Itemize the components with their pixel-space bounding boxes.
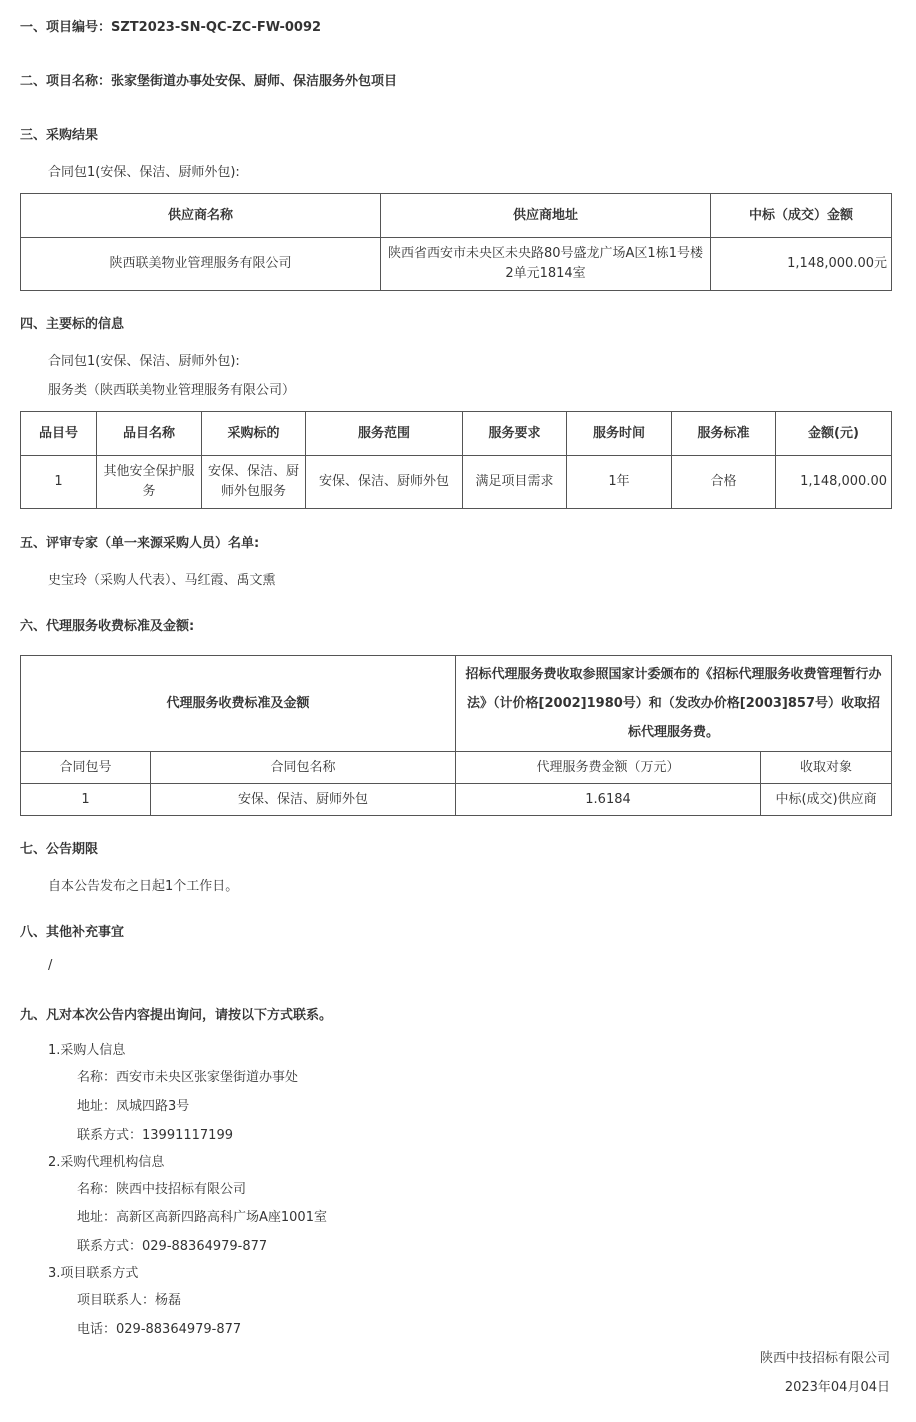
header-service-time: 服务时间 xyxy=(567,412,672,456)
header-service-requirement: 服务要求 xyxy=(463,412,567,456)
header-service-scope: 服务范围 xyxy=(306,412,463,456)
fee-standard-description: 招标代理服务费收取参照国家计委颁布的《招标代理服务收费管理暂行办法》（计价格[2002]1980号）和（发改办价格[2003]857号）收取招标代理服务费。 xyxy=(456,656,892,752)
item-service-requirement: 满足项目需求 xyxy=(463,456,567,509)
header-amount: 金额(元) xyxy=(776,412,892,456)
header-service-standard: 服务标准 xyxy=(672,412,776,456)
header-fee-target: 收取对象 xyxy=(761,752,892,784)
project-number-value: SZT2023-SN-QC-ZC-FW-0092 xyxy=(111,20,322,35)
header-package-name: 合同包名称 xyxy=(151,752,456,784)
project-name-label: 二、项目名称： xyxy=(20,74,112,89)
buyer-info-title: 1.采购人信息 xyxy=(48,1043,126,1058)
header-package-no: 合同包号 xyxy=(21,752,151,784)
buyer-phone: 联系方式：13991117199 xyxy=(77,1128,233,1143)
expert-names: 史宝玲（采购人代表）、马红霞、禹文熏 xyxy=(48,573,276,588)
footer-date: 2023年04月04日 xyxy=(784,1380,890,1395)
section-9-heading: 九、凡对本次公告内容提出询问，请按以下方式联系。 xyxy=(20,1008,333,1023)
project-number xyxy=(20,16,321,35)
agency-fee-table xyxy=(20,655,892,816)
header-item-no: 品目号 xyxy=(21,412,97,456)
project-number-label: 一、项目编号： xyxy=(20,20,112,35)
agent-info-title: 2.采购代理机构信息 xyxy=(48,1155,165,1170)
section-5-heading: 五、评审专家（单一来源采购人员）名单: xyxy=(20,536,260,551)
item-service-standard: 合格 xyxy=(672,456,776,509)
agent-phone: 联系方式：029-88364979-877 xyxy=(77,1239,268,1254)
section-8-heading: 八、其他补充事宜 xyxy=(20,925,125,940)
supplementary-text: / xyxy=(48,958,53,973)
header-item-name: 品目名称 xyxy=(97,412,202,456)
fee-target: 中标(成交)供应商 xyxy=(761,784,892,816)
announcement-period: 自本公告发布之日起1个工作日。 xyxy=(48,879,239,894)
item-service-scope: 安保、保洁、厨师外包 xyxy=(306,456,463,509)
section-3-heading: 三、采购结果 xyxy=(20,128,99,143)
s4-package-label: 合同包1(安保、保洁、厨师外包): xyxy=(48,354,240,369)
buyer-name: 名称：西安市未央区张家堡街道办事处 xyxy=(77,1070,299,1085)
item-no: 1 xyxy=(21,456,97,509)
package-no: 1 xyxy=(21,784,151,816)
s3-package-label: 合同包1(安保、保洁、厨师外包): xyxy=(48,165,240,180)
item-subject: 安保、保洁、厨师外包服务 xyxy=(202,456,306,509)
header-fee-amount: 代理服务费金额（万元） xyxy=(456,752,761,784)
contact-person: 项目联系人：杨磊 xyxy=(77,1293,182,1308)
section-6-heading: 六、代理服务收费标准及金额: xyxy=(20,619,195,634)
fee-amount: 1.6184 xyxy=(456,784,761,816)
header-subject: 采购标的 xyxy=(202,412,306,456)
contact-phone: 电话：029-88364979-877 xyxy=(77,1322,242,1337)
project-name-value: 张家堡街道办事处安保、厨师、保洁服务外包项目 xyxy=(111,74,398,89)
item-service-time: 1年 xyxy=(567,456,672,509)
header-supplier-address: 供应商地址 xyxy=(381,194,711,238)
procurement-result-table xyxy=(20,193,892,291)
supplier-name: 陕西联美物业管理服务有限公司 xyxy=(21,238,381,291)
main-items-table xyxy=(20,411,892,509)
header-supplier-name: 供应商名称 xyxy=(21,194,381,238)
s4-category-label: 服务类（陕西联美物业管理服务有限公司） xyxy=(48,383,296,398)
award-amount: 1,148,000.00元 xyxy=(711,238,892,291)
package-name: 安保、保洁、厨师外包 xyxy=(151,784,456,816)
project-name xyxy=(20,70,397,89)
fee-standard-header: 代理服务收费标准及金额 xyxy=(21,656,456,752)
header-award-amount: 中标（成交）金额 xyxy=(711,194,892,238)
item-name: 其他安全保护服务 xyxy=(97,456,202,509)
supplier-address: 陕西省西安市未央区未央路80号盛龙广场A区1栋1号楼2单元1814室 xyxy=(381,238,711,291)
section-4-heading: 四、主要标的信息 xyxy=(20,317,125,332)
footer-company: 陕西中技招标有限公司 xyxy=(759,1351,890,1366)
agent-name: 名称：陕西中技招标有限公司 xyxy=(77,1182,247,1197)
contact-title: 3.项目联系方式 xyxy=(48,1266,139,1281)
item-amount: 1,148,000.00 xyxy=(776,456,892,509)
section-7-heading: 七、公告期限 xyxy=(20,842,99,857)
agent-address: 地址：高新区高新四路高科广场A座1001室 xyxy=(77,1210,327,1225)
buyer-address: 地址：凤城四路3号 xyxy=(77,1099,190,1114)
